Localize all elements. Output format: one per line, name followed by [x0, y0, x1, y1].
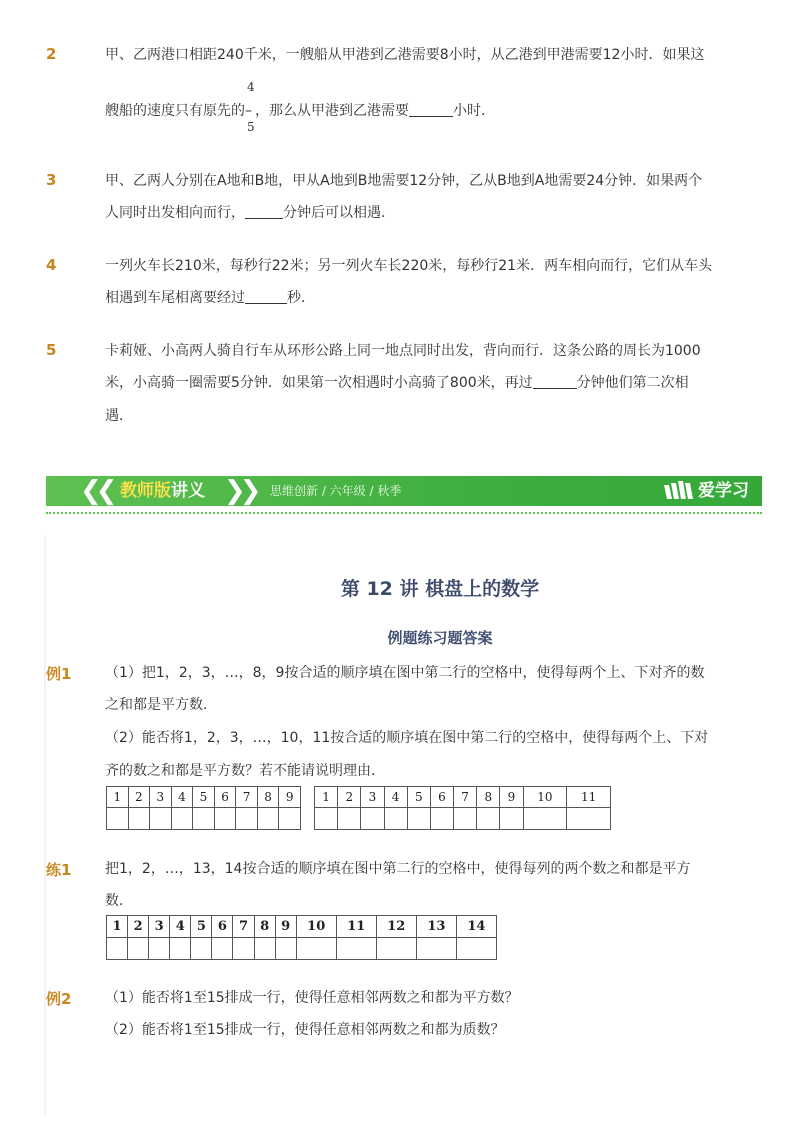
problem-text: [105, 101, 495, 121]
example-label: 例1: [46, 665, 72, 683]
grid-number-cell: 6: [430, 787, 453, 808]
grid-number-cell: 7: [233, 916, 254, 938]
grid-number-cell: 14: [456, 916, 496, 938]
problem-number: 2: [46, 45, 57, 63]
text-segment: ，那么从甲港到乙港需要: [255, 103, 409, 119]
problem-number: 4: [46, 256, 57, 274]
chevron-right-icon: ❯❯: [224, 476, 256, 506]
answer-blank: [245, 204, 283, 219]
grid-number-cell: 5: [191, 916, 212, 938]
grid-empty-cell: [171, 808, 193, 830]
grid-empty-cell: [128, 808, 150, 830]
answer-blank: [245, 289, 287, 304]
grid-number-cell: 8: [254, 916, 275, 938]
grid-empty-cell: [170, 938, 191, 960]
example-label: 例2: [46, 990, 72, 1008]
number-grid-1-to-14: [106, 915, 497, 960]
grid-empty-cell: [315, 808, 338, 830]
grid-number-cell: 4: [384, 787, 407, 808]
grid-empty-cell: [214, 808, 236, 830]
grid-number-cell: 6: [214, 787, 236, 808]
grid-empty-cell: [407, 808, 430, 830]
answer-blank: [409, 102, 453, 117]
grid-empty-cell: [361, 808, 384, 830]
grid-empty-cell: [193, 808, 215, 830]
grid-empty-cell: [454, 808, 477, 830]
grid-number-cell: 7: [454, 787, 477, 808]
banner-title-rest: 讲义: [171, 481, 205, 501]
problem-text: [105, 373, 689, 393]
problem-text: 卡莉娅、小高两人骑自行车从环形公路上同一地点同时出发，背向而行．这条公路的周长为1000: [105, 343, 701, 359]
grid-number-cell: 4: [171, 787, 193, 808]
grid-number-cell: 5: [407, 787, 430, 808]
grid-empty-cell: [212, 938, 233, 960]
grid-empty-cell: [376, 938, 416, 960]
grid-number-cell: 2: [128, 787, 150, 808]
grid-empty-cell: [191, 938, 212, 960]
grid-empty-cell: [236, 808, 258, 830]
text-segment: 米，小高骑一圈需要5分钟．如果第一次相遇时小高骑了800米，再过: [105, 375, 533, 391]
text-segment: 秒．: [287, 290, 315, 306]
answer-blank: [533, 374, 577, 389]
problem-text: 一列火车长210米，每秒行22米；另一列火车长220米，每秒行21米．两车相向而行，它们从车头: [105, 258, 713, 274]
logo-text: 爱学习: [698, 481, 749, 501]
text-segment: 人同时出发相向而行，: [105, 205, 245, 221]
grid-empty-cell: [523, 808, 567, 830]
problem-text: 甲、乙两港口相距240千米，一艘船从甲港到乙港需要8小时，从乙港到甲港需要12小时．如果这: [105, 47, 705, 63]
fraction-bar: –: [245, 103, 252, 119]
grid-number-cell: 10: [296, 916, 336, 938]
grid-empty-cell: [107, 938, 128, 960]
grid-number-cell: 1: [315, 787, 338, 808]
practice-text: 数．: [105, 893, 133, 909]
fraction-denominator: 5: [247, 120, 255, 134]
text-segment: 小时．: [453, 103, 495, 119]
grid-number-cell: 3: [150, 787, 172, 808]
example-text: （2）能否将1至15排成一行，使得任意相邻两数之和都为质数？: [105, 1022, 505, 1038]
brand-logo: [664, 479, 756, 503]
grid-number-cell: 1: [107, 787, 129, 808]
problem-number: 3: [46, 171, 57, 189]
grid-empty-cell: [338, 808, 361, 830]
grid-number-cell: 9: [279, 787, 301, 808]
lesson-title: 第 12 讲 棋盘上的数学: [340, 578, 540, 600]
grid-number-cell: 2: [128, 916, 149, 938]
grid-empty-cell: [296, 938, 336, 960]
grid-empty-cell: [500, 808, 523, 830]
grid-empty-cell: [149, 938, 170, 960]
grid-number-cell: 13: [416, 916, 456, 938]
problem-text: [105, 288, 315, 308]
grid-number-cell: 8: [477, 787, 500, 808]
grid-number-cell: 10: [523, 787, 567, 808]
grid-empty-cell: [254, 938, 275, 960]
grid-number-cell: 11: [336, 916, 376, 938]
grid-empty-cell: [257, 808, 279, 830]
grid-number-cell: 12: [376, 916, 416, 938]
grid-empty-cell: [456, 938, 496, 960]
chevron-left-icon: ❮❮: [80, 476, 112, 506]
banner-title-highlight: 教师版: [120, 481, 171, 501]
grid-number-cell: 3: [149, 916, 170, 938]
number-grid-1-to-11: [314, 786, 611, 830]
grid-empty-cell: [275, 938, 296, 960]
grid-empty-cell: [336, 938, 376, 960]
example-text: （2）能否将1，2，3，…，10，11按合适的顺序填在图中第二行的空格中，使得每两个上、下对: [105, 730, 709, 746]
practice-text: 把1，2，…，13，14按合适的顺序填在图中第二行的空格中，使得每列的两个数之和都是平方: [105, 861, 691, 877]
grid-number-cell: 11: [567, 787, 611, 808]
text-segment: 艘船的速度只有原先的: [105, 103, 245, 119]
grid-empty-cell: [477, 808, 500, 830]
practice-label: 练1: [46, 861, 72, 879]
margin-rule: [44, 535, 46, 1115]
grid-number-cell: 9: [275, 916, 296, 938]
grid-empty-cell: [150, 808, 172, 830]
text-segment: 分钟后可以相遇．: [283, 205, 395, 221]
grid-number-cell: 1: [107, 916, 128, 938]
example-text: 之和都是平方数．: [105, 697, 217, 713]
grid-empty-cell: [107, 808, 129, 830]
number-grid-1-to-9: [106, 786, 301, 830]
grid-number-cell: 7: [236, 787, 258, 808]
grid-number-cell: 6: [212, 916, 233, 938]
problem-number: 5: [46, 341, 57, 359]
text-segment: 相遇到车尾相离要经过: [105, 290, 245, 306]
section-title: 例题练习题答案: [387, 629, 493, 647]
example-text: 齐的数之和都是平方数？若不能请说明理由．: [105, 763, 385, 779]
fraction-numerator: 4: [247, 80, 255, 94]
grid-empty-cell: [279, 808, 301, 830]
grid-number-cell: 8: [257, 787, 279, 808]
problem-text: [105, 203, 395, 223]
grid-empty-cell: [567, 808, 611, 830]
banner-subtitle: 思维创新 / 六年级 / 秋季: [270, 484, 402, 498]
grid-number-cell: 2: [338, 787, 361, 808]
logo-mark-icon: [664, 481, 694, 501]
grid-number-cell: 9: [500, 787, 523, 808]
example-text: （1）把1，2，3，…，8，9按合适的顺序填在图中第二行的空格中，使得每两个上、下对齐的数: [105, 665, 705, 681]
grid-empty-cell: [128, 938, 149, 960]
grid-empty-cell: [416, 938, 456, 960]
problem-text: 甲、乙两人分别在A地和B地，甲从A地到B地需要12分钟，乙从B地到A地需要24分钟．如果两个: [105, 173, 703, 189]
grid-number-cell: 3: [361, 787, 384, 808]
grid-number-cell: 4: [170, 916, 191, 938]
grid-empty-cell: [233, 938, 254, 960]
grid-number-cell: 5: [193, 787, 215, 808]
grid-empty-cell: [384, 808, 407, 830]
problem-text: 遇．: [105, 408, 133, 424]
header-banner: [46, 476, 762, 506]
banner-divider: [46, 512, 762, 514]
banner-title: [120, 480, 205, 502]
example-text: （1）能否将1至15排成一行，使得任意相邻两数之和都为平方数？: [105, 990, 519, 1006]
text-segment: 分钟他们第二次相: [576, 375, 689, 391]
grid-empty-cell: [430, 808, 453, 830]
